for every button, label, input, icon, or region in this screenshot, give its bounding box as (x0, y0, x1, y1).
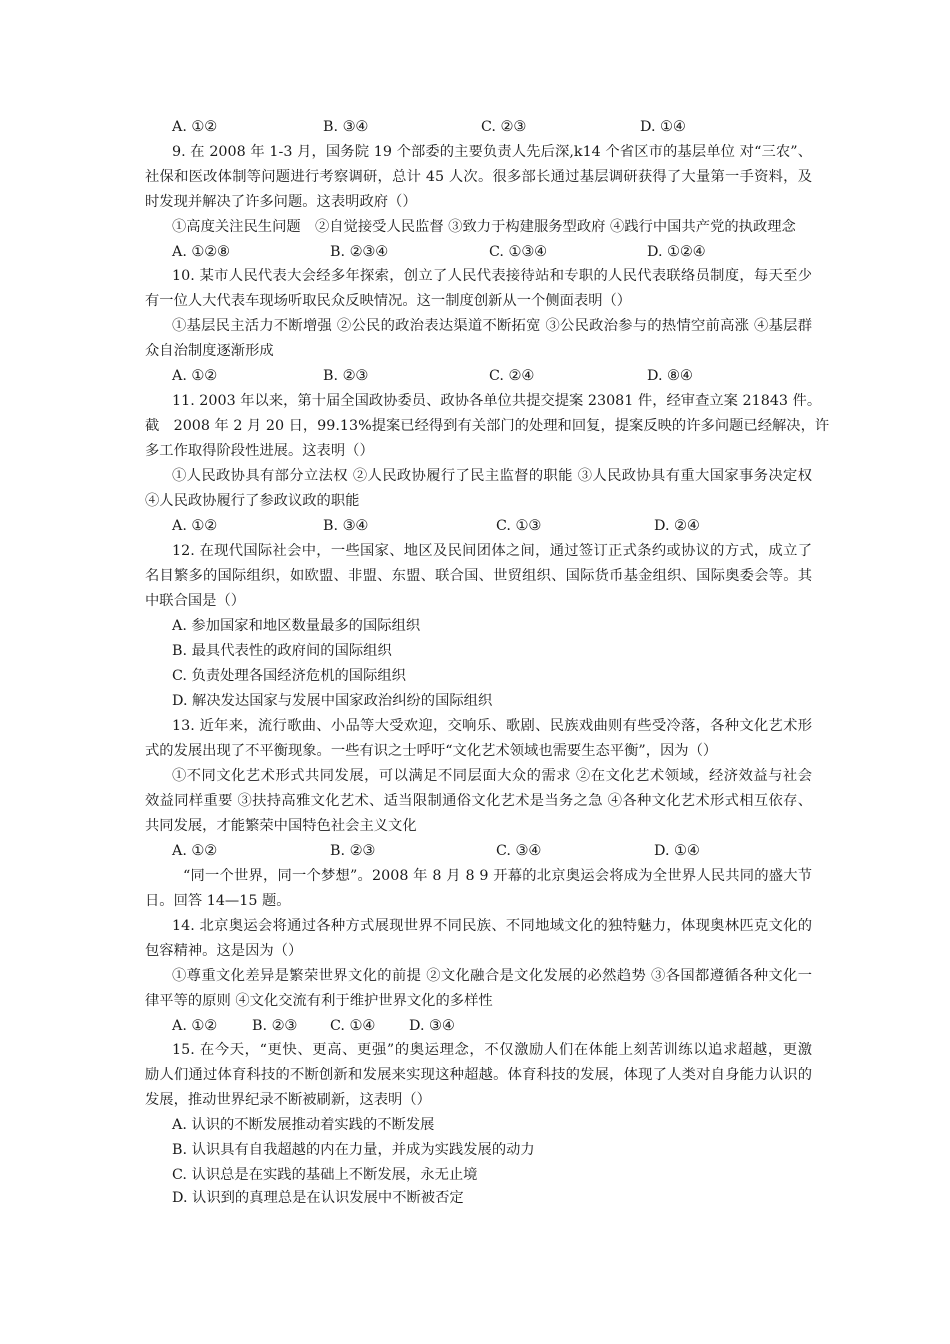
q12-option-c: C. 负责处理各国经济危机的国际组织 (172, 668, 406, 684)
q13-statements: 效益同样重要 ③扶持高雅文化艺术、适当限制通俗文化艺术是当务之急 ④各种文化艺术形式相互依存、 (145, 793, 812, 809)
q12-option-d: D. 解决发达国家与发展中国家政治纠纷的国际组织 (172, 693, 493, 709)
q13-stem-line: 13. 近年来，流行歌曲、小品等大受欢迎，交响乐、歌剧、民族戏曲则有些受冷落，各种文化艺术形 (172, 718, 812, 734)
q11-option-d: D. ②④ (654, 518, 700, 534)
q13-statements: ①不同文化艺术形式共同发展，可以满足不同层面大众的需求 ②在文化艺术领域，经济效益与社会 (172, 768, 812, 784)
q13-option-b: B. ②③ (330, 843, 376, 859)
q15-option-d: D. 认识到的真理总是在认识发展中不断被否定 (172, 1190, 464, 1206)
q10-stem-line: 有一位人大代表车现场听取民众反映情况。这一制度创新从一个侧面表明（） (145, 293, 632, 309)
q11-statements: ①人民政协具有部分立法权 ②人民政协履行了民主监督的职能 ③人民政协具有重大国家事务决定权 (172, 468, 812, 484)
q12-option-a: A. 参加国家和地区数量最多的国际组织 (172, 618, 421, 634)
q14-statements: 律平等的原则 ④文化交流有利于维护世界文化的多样性 (145, 993, 493, 1009)
q13-option-a: A. ①② (172, 843, 218, 859)
q14-option-c: C. ①④ (330, 1018, 376, 1034)
q9-stem-line: 社保和医改体制等问题进行考察调研，总计 45 人次。很多部长通过基层调研获得了大量第一手资料，及 (145, 169, 812, 185)
q10-option-d: D. ⑧④ (647, 368, 693, 384)
q15-option-c: C. 认识总是在实践的基础上不断发展，永无止境 (172, 1167, 478, 1183)
q14-stem-line: 14. 北京奥运会将通过各种方式展现世界不同民族、不同地域文化的独特魅力，体现奥林匹克文化的 (172, 918, 812, 934)
q14-statements: ①尊重文化差异是繁荣世界文化的前提 ②文化融合是文化发展的必然趋势 ③各国都遵循各种文化一 (172, 968, 812, 984)
q12-stem-line: 中联合国是（） (145, 593, 246, 609)
q8-option-d: D. ①④ (640, 119, 686, 135)
q10-stem-line: 10. 某市人民代表大会经多年探索，创立了人民代表接待站和专职的人民代表联络员制度，每天至少 (172, 268, 812, 284)
q9-option-b: B. ②③④ (330, 244, 389, 260)
q11-statements: ④人民政协履行了参政议政的职能 (145, 493, 360, 509)
q12-stem-line: 名目繁多的国际组织，如欧盟、非盟、东盟、联合国、世贸组织、国际货币基金组织、国际奥委会等。其 (145, 568, 812, 584)
q8-option-c: C. ②③ (481, 119, 527, 135)
q13-stem-line: 式的发展出现了不平衡现象。一些有识之士呼吁“文化艺术领域也需要生态平衡”，因为（） (145, 743, 718, 759)
q12-stem-line: 12. 在现代国际社会中，一些国家、地区及民间团体之间，通过签订正式条约或协议的方式，成立了 (172, 543, 812, 559)
q14-option-b: B. ②③ (252, 1018, 298, 1034)
q11-option-b: B. ③④ (323, 518, 369, 534)
q9-stem-line: 时发现并解决了许多问题。这表明政府（） (145, 194, 417, 210)
q13-option-d: D. ①④ (654, 843, 700, 859)
q10-option-a: A. ①② (172, 368, 218, 384)
q12-option-b: B. 最具代表性的政府间的国际组织 (172, 643, 392, 659)
q11-stem-line: 11. 2003 年以来，第十届全国政协委员、政协各单位共提交提案 23081 件，经审查立案 21843 件。 (172, 393, 822, 409)
q11-stem-line: 截 2008 年 2 月 20 日，99.13%提案已经得到有关部门的处理和回复，提案反映的许多问题已经解决，许 (145, 418, 830, 434)
q11-option-c: C. ①③ (496, 518, 542, 534)
q10-option-b: B. ②③ (323, 368, 369, 384)
intro-line: “同一个世界，同一个梦想”。2008 年 8 月 8 9 开幕的北京奥运会将成为全世界人民共同的盛大节 (183, 868, 812, 884)
q11-option-a: A. ①② (172, 518, 218, 534)
intro-line: 日。回答 14—15 题。 (145, 893, 291, 909)
q14-stem-line: 包容精神。这是因为（） (145, 943, 303, 959)
q9-option-d: D. ①②④ (647, 244, 706, 260)
q13-option-c: C. ③④ (496, 843, 542, 859)
q9-option-c: C. ①③④ (489, 244, 547, 260)
q10-statements: ①基层民主活力不断增强 ②公民的政治表达渠道不断拓宽 ③公民政治参与的热情空前高涨 ④基层群 (172, 318, 812, 334)
q9-statements: ①高度关注民生问题 ②自觉接受人民监督 ③致力于构建服务型政府 ④践行中国共产党的执政理念 (172, 219, 796, 235)
q11-stem-line: 多工作取得阶段性进展。这表明（） (145, 443, 374, 459)
q9-stem-line: 9. 在 2008 年 1-3 月，国务院 19 个部委的主要负责人先后深,k14 个省区市的基层单位 对“三农”、 (172, 144, 812, 160)
q15-stem-line: 励人们通过体育科技的不断创新和发展来实现这种超越。体育科技的发展，体现了人类对自身能力认识的 (145, 1067, 812, 1083)
q15-stem-line: 发展，推动世界纪录不断被刷新，这表明（） (145, 1092, 431, 1108)
q9-option-a: A. ①②⑧ (172, 244, 230, 260)
q15-stem-line: 15. 在今天，“更快、更高、更强”的奥运理念，不仅激励人们在体能上刻苦训练以追求超越，更激 (172, 1042, 812, 1058)
q14-option-d: D. ③④ (409, 1018, 455, 1034)
q14-option-a: A. ①② (172, 1018, 218, 1034)
q15-option-a: A. 认识的不断发展推动着实践的不断发展 (172, 1117, 435, 1133)
q8-option-b: B. ③④ (323, 119, 369, 135)
q8-option-a: A. ①② (172, 119, 218, 135)
q10-option-c: C. ②④ (489, 368, 535, 384)
q13-statements: 共同发展，才能繁荣中国特色社会主义文化 (145, 818, 417, 834)
q15-option-b: B. 认识具有自我超越的内在力量，并成为实践发展的动力 (172, 1142, 535, 1158)
q10-statements: 众自治制度逐渐形成 (145, 343, 274, 359)
